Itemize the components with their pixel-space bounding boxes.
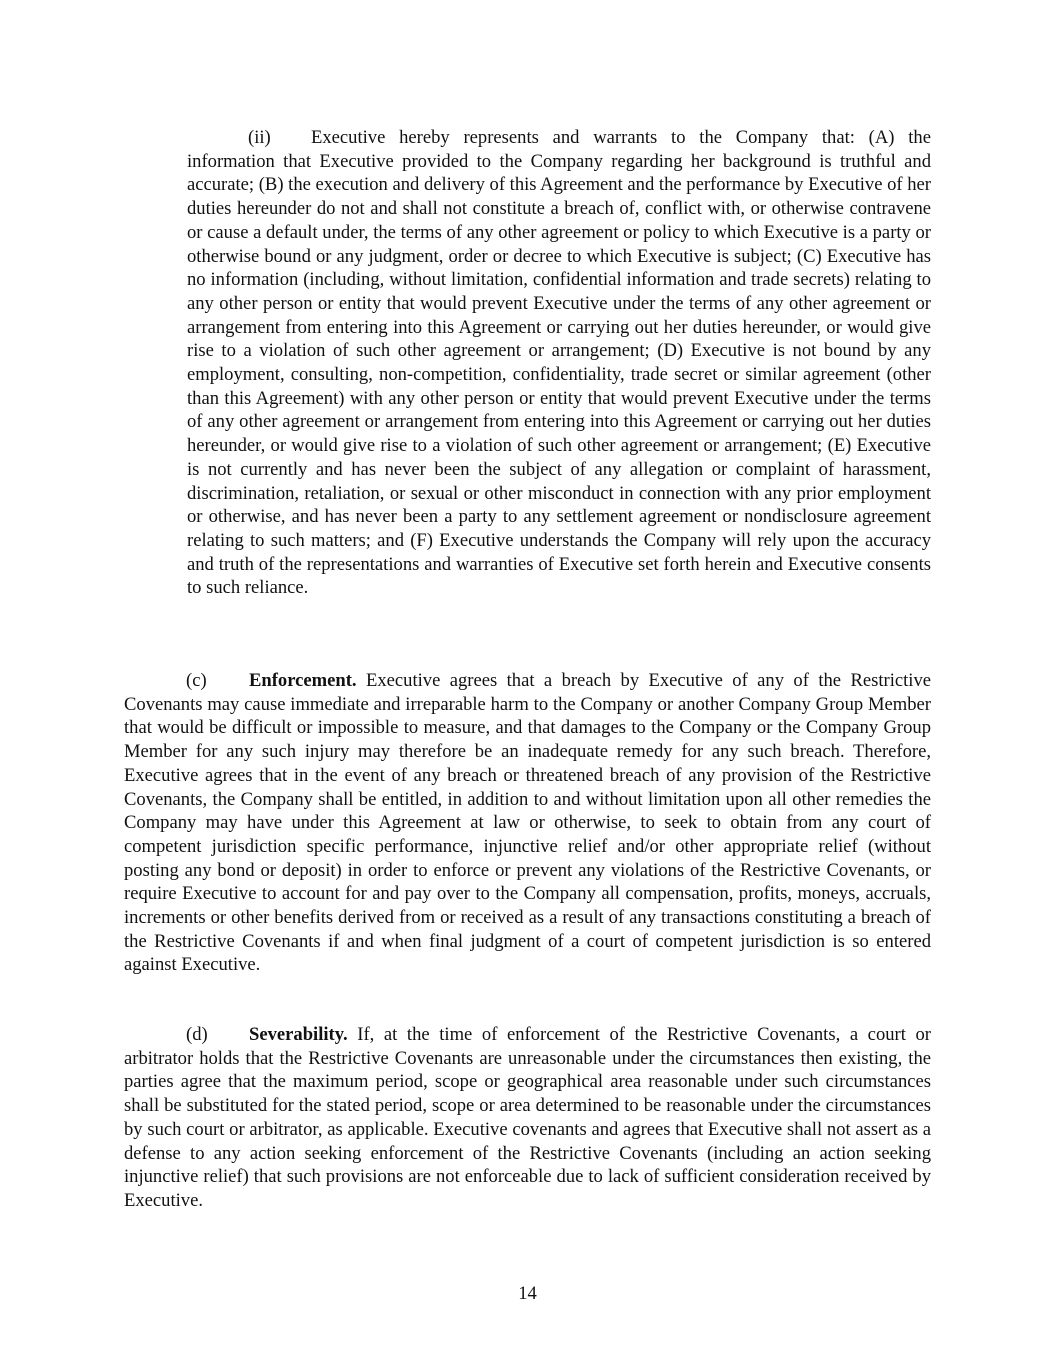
paragraph-c-enforcement: [124, 669, 931, 977]
paragraph-c-heading: Enforcement.: [249, 670, 357, 691]
paragraph-ii-representations: [187, 126, 931, 600]
paragraph-d-heading: Severability.: [249, 1024, 348, 1045]
paragraph-d-severability: [124, 1023, 931, 1213]
paragraph-ii-text: Executive hereby represents and warrants to the Company that: (A) the information that Executive provided to the Company regarding her background is truthful and accurate; (B) the execution and delivery of this Agreement and the performance by Executive of her duties hereunder do not and shall not constitute a breach of, conflict with, or otherwise contravene or cause a default under, the terms of any other agreement or policy to which Executive is a party or otherwise bound or any judgment, order or decree to which Executive is subject; (C) Executive has no information (including, without limitation, confidential information and trade secrets) relating to any other person or entity that would prevent Executive under the terms of any other agreement or arrangement from entering into this Agreement or carrying out her duties hereunder, or would give rise to a violation of such other agreement or arrangement; (D) Executive is not bound by any employment, consulting, non-competition, confidentiality, trade secret or similar agreement (other than this Agreement) with any other person or entity that would prevent Executive under the terms of any other agreement or arrangement from entering into this Agreement or carrying out her duties hereunder, or would give rise to a violation of such other agreement or arrangement; (E) Executive is not currently and has never been the subject of any allegation or complaint of harassment, discrimination, retaliation, or sexual or other misconduct in connection with any prior employment or otherwise, and has never been a party to any settlement agreement or nondisclosure agreement relating to such matters; and (F) Executive understands the Company will rely upon the accuracy and truth of the representations and warranties of Executive set forth herein and Executive consents to such reliance.: [187, 127, 931, 599]
paragraph-d-number: (d): [186, 1024, 208, 1045]
paragraph-c-text: Executive agrees that a breach by Executive of any of the Restrictive Covenants may cause immediate and irreparable harm to the Company or another Company Group Member that would be difficult or impossible to measure, and that damages to the Company or the Company Group Member for any such injury may therefore be an inadequate remedy for any such breach. Therefore, Executive agrees that in the event of any breach or threatened breach of any provision of the Restrictive Covenants, the Company shall be entitled, in addition to and without limitation upon all other remedies the Company may have under this Agreement at law or otherwise, to seek to obtain from any court of competent jurisdiction specific performance, injunctive relief and/or other appropriate relief (without posting any bond or deposit) in order to enforce or prevent any violations of the Restrictive Covenants, or require Executive to account for and pay over to the Company all compensation, profits, moneys, accruals, increments or other benefits derived from or received as a result of any transactions constituting a breach of the Restrictive Covenants if and when final judgment of a court of competent jurisdiction is so entered against Executive.: [124, 670, 931, 976]
paragraph-d-text: If, at the time of enforcement of the Restrictive Covenants, a court or arbitrator holds that the Restrictive Covenants are unreasonable under the circumstances then existing, the parties agree that the maximum period, scope or geographical area reasonable under such circumstances shall be substituted for the stated period, scope or area determined to be reasonable under the circumstances by such court or arbitrator, as applicable. Executive covenants and agrees that Executive shall not assert as a defense to any action seeking enforcement of the Restrictive Covenants (including an action seeking injunctive relief) that such provisions are not enforceable due to lack of sufficient consideration received by Executive.: [124, 1024, 931, 1211]
page-number: 14: [518, 1283, 537, 1304]
paragraph-c-number: (c): [186, 670, 207, 691]
paragraph-ii-number: (ii): [248, 127, 271, 148]
